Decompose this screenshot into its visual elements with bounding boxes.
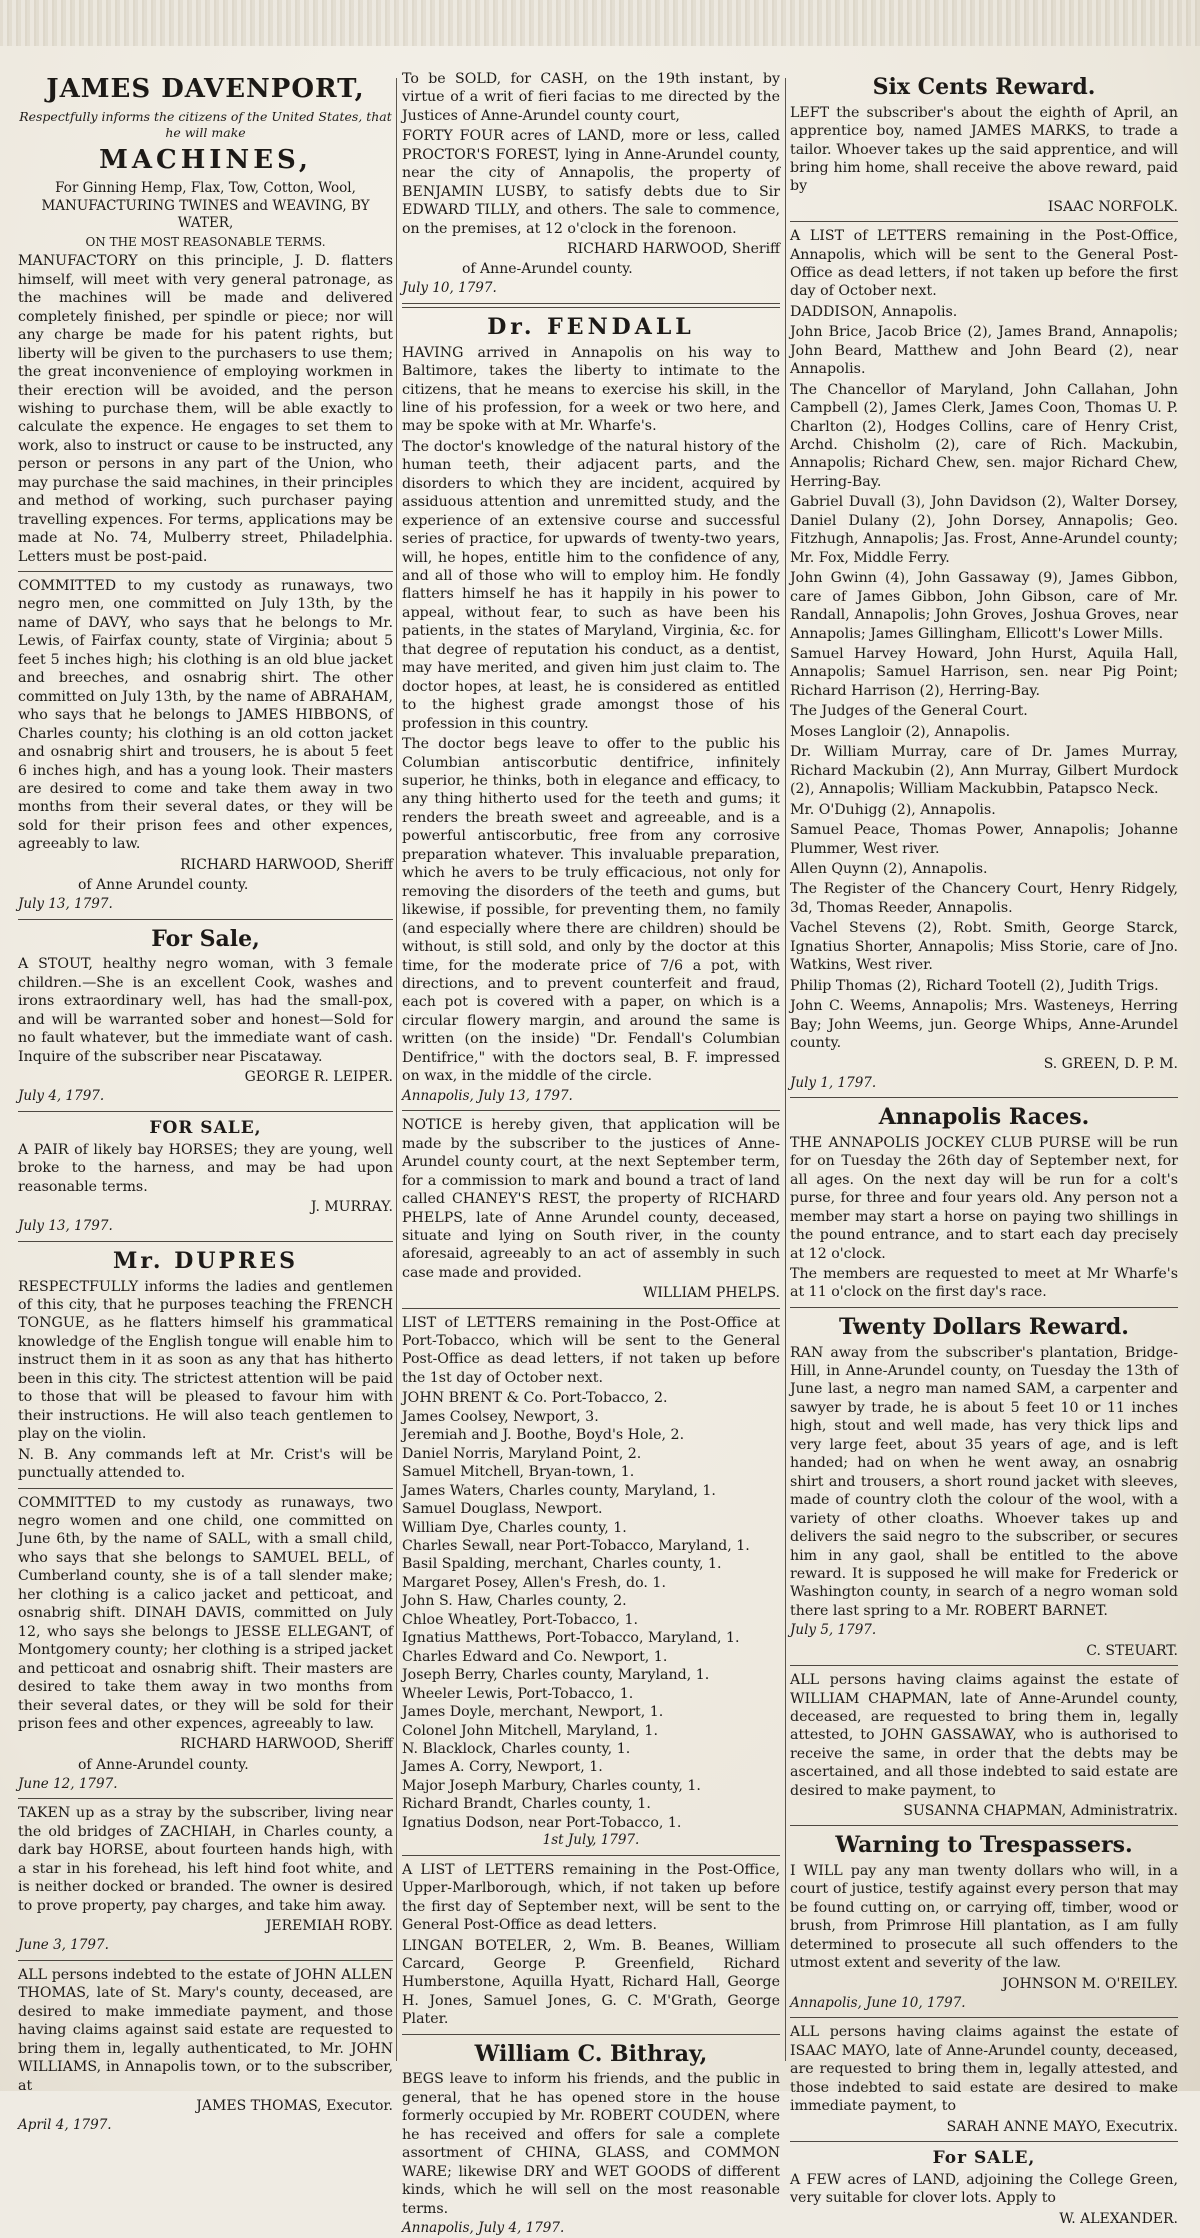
ad-for-sale-2 [18, 1117, 393, 1236]
ad-signature: RICHARD HARWOOD, Sheriff [180, 1736, 393, 1753]
ad-signature: C. STEUART. [1086, 1642, 1178, 1659]
ad-signature: WILLIAM PHELPS. [642, 1285, 780, 1302]
ad-date: July 1, 1797. [790, 1074, 877, 1091]
divider [18, 1798, 393, 1799]
letters-entry: John Gwinn (4), John Gassaway (9), James Gibbon, care of James Gibbon, John Gibson, care of Mr. Randall, Annapolis; John Groves, Joshua Groves, near Annapolis; James Gillingham, Ellicott's Lower Mills. [790, 570, 1178, 642]
list-item: N. Blacklock, Charles county, 1. [402, 1740, 631, 1757]
ad-title: FOR SALE, [149, 1117, 262, 1138]
ad-dupres [18, 1247, 393, 1483]
ad-date: July 13, 1797. [18, 896, 113, 913]
letters-entry: Dr. William Murray, care of Dr. James Murray, Richard Mackubin (2), Ann Murray, Gilbert Murdock (2), Annapolis; William Mackubbin, Patapsco Neck. [790, 744, 1178, 798]
ad-signature: GEORGE R. LEIPER. [244, 1069, 393, 1086]
ad-body: A STOUT, healthy negro woman, with 3 female children.—She is an excellent Cook, washes and irons extraordinary well, has had the small-pox, and will be warranted sober and honest—Sold for no fault whatever, but the immediate want of cash. Inquire of the subscriber near Piscataway. [18, 956, 393, 1065]
list-item: Charles Sewall, near Port-Tobacco, Maryland, 1. [402, 1537, 750, 1554]
ad-body: To be SOLD, for CASH, on the 19th instant, by virtue of a writ of fieri facias to me directed by the Justices of Anne-Arundel county court, [402, 71, 780, 124]
list-item: Chloe Wheatley, Port-Tobacco, 1. [402, 1611, 639, 1628]
ad-body: I WILL pay any man twenty dollars who will, in a court of justice, testify against every person that may be found cutting on, or carrying off, timber, wood or brush, from Primrose Hill plantation, as I am fully determined to prosecute all such offenders to the utmost extent and severity of the law. [790, 1863, 1178, 1972]
list-item: Samuel Mitchell, Bryan-town, 1. [402, 1464, 635, 1481]
ad-body: ALL persons indebted to the estate of JOHN ALLEN THOMAS, late of St. Mary's county, deceased, are desired to make immediate payment, and those having claims against said estate are requested to bring them in, legally authenticated, to Mr. JOHN WILLIAMS, in Annapolis town, or to the subscriber, at [18, 1966, 393, 2094]
ad-title: Six Cents Reward. [872, 74, 1096, 100]
list-item: James Doyle, merchant, Newport, 1. [402, 1704, 664, 1721]
letters-entry: John Brice, Jacob Brice (2), James Brand, Annapolis; John Beard, Matthew and John Beard (2), near Annapolis. [790, 324, 1178, 378]
ad-title: JAMES DAVENPORT, [46, 74, 365, 104]
ad-letters-port-tobacco [402, 1314, 780, 1850]
ad-letters-annapolis [790, 227, 1178, 1092]
ad-heading: MACHINES, [99, 145, 312, 176]
ad-annapolis-races [790, 1103, 1178, 1302]
list-item: John S. Haw, Charles county, 2. [402, 1593, 627, 1610]
letters-entry: John C. Weems, Annapolis; Mrs. Wasteneys, Herring Bay; John Weems, jun. George Whips, Anne-Arundel county. [790, 998, 1178, 1052]
letters-list [402, 1389, 780, 1832]
ad-date: 1st July, 1797. [542, 1832, 640, 1849]
ad-body: ALL persons having claims against the estate of ISAAC MAYO, late of Anne-Arundel county, deceased, are requested to bring them in, legally attested, and those indebted to said estate are desired to make immediate payment, to [790, 2024, 1178, 2115]
letters-entry: The Judges of the General Court. [790, 703, 1028, 720]
ad-body: COMMITTED to my custody as runaways, two negro men, one committed on July 13th, by the name of DAVY, who says that he belongs to Mr. Lewis, of Fairfax county, state of Virginia; about 5 feet 5 inches high; his clothing is an old blue jacket and breeches, and osnabrig shirt. The other committed on July 13th, by the name of ABRAHAM, who says that he belongs to JAMES HIBBONS, of Charles county; his clothing is an old cotton jacket and osnabrig shirt and trousers, he is about 5 feet 6 inches high, and has a young look. Their masters are desired to come and take them away in two months from their several dates, or they will be sold for their prison fees and other expences, agreeably to law. [18, 578, 393, 853]
list-item: JOHN BRENT & Co. Port-Tobacco, 2. [402, 1390, 668, 1407]
ad-date: June 12, 1797. [18, 1775, 118, 1792]
ad-body: ALL persons having claims against the estate of WILLIAM CHAPMAN, late of Anne-Arundel county, deceased, are requested to bring them in, legally attested, to JOHN GASSAWAY, who is authorised to receive the same, in order that the debts may be ascertained, and all those indebted to said estate are desired to make payment, to [790, 1672, 1178, 1799]
column-1 [18, 70, 393, 2134]
divider [790, 1825, 1178, 1826]
divider [402, 2034, 780, 2035]
ad-committed-2 [18, 1494, 393, 1794]
letters-entry: Allen Quynn (2), Annapolis. [790, 861, 988, 877]
ad-body: LIST of LETTERS remaining in the Post-Office at Port-Tobacco, which will be sent to the General Post-Office as dead letters, if not taken up before the 1st day of October next. [402, 1314, 780, 1386]
ad-signature: J. MURRAY. [310, 1199, 393, 1216]
ad-signature: SARAH ANNE MAYO, Executrix. [946, 2118, 1178, 2135]
divider [18, 1111, 393, 1112]
divider [18, 919, 393, 920]
ad-signature-line: of Anne Arundel county. [78, 877, 249, 894]
ad-signature: JAMES THOMAS, Executor. [196, 2098, 393, 2114]
column-rule [396, 78, 397, 2061]
divider [790, 1097, 1178, 1098]
letters-entry: Samuel Harvey Howard, John Hurst, Aquila Hall, Annapolis; Samuel Harrison, sen. near Pig Point; Richard Harrison (2), Herring-Bay. [790, 646, 1178, 699]
letters-entry: Mr. O'Duhigg (2), Annapolis. [790, 801, 996, 818]
divider [790, 2141, 1178, 2142]
list-item: James Coolsey, Newport, 3. [402, 1408, 599, 1425]
ad-title: Warning to Trespassers. [835, 1832, 1133, 1859]
ad-body: MANUFACTORY on this principle, J. D. flatters himself, will meet with very general patronage, as the machines will be made and delivered completely finished, per spindle or piece; nor will any charge be made for his patent rights, but liberty will be given to the purchasers to use them; the great inconvenience of employing workmen in their erection will be avoided, and the person wishing to purchase them, will be able exactly to calculate the expence. He engages to set them to work, also to instruct or cause to be instructed, any person or persons in any part of the Union, who may purchase the said machines, in their principles and method of working, such purchaser paying travelling expences. For terms, applications may be made at No. 74, Mulberry street, Philadelphia. Letters must be post-paid. [18, 253, 393, 565]
divider [402, 1308, 780, 1309]
ad-date: Annapolis, June 10, 1797. [790, 1994, 966, 2011]
ad-subtitle: Respectfully informs the citizens of the United States, that he will make [19, 108, 392, 141]
ad-title: Annapolis Races. [878, 1104, 1090, 1131]
ad-body: A LIST of LETTERS remaining in the Post-Office, Annapolis, which will be sent to the General Post-Office as dead letters, if not taken up before the first day of October next. [790, 228, 1178, 300]
torn-top-edge [0, 0, 1200, 46]
ad-date: July 13, 1797. [18, 1218, 113, 1235]
ad-fendall [402, 313, 780, 1105]
ad-signature: RICHARD HARWOOD, Sheriff [180, 856, 393, 873]
ad-body: COMMITTED to my custody as runaways, two negro women and one child, one committed on June 6th, by the name of SALL, with a small child, who says that she belongs to SAMUEL BELL, of Cumberland county, she is of a tall slender make; her clothing is a calico jacket and petticoat, and osnabrig shift. DINAH DAVIS, committed on July 12, who says she belongs to JESSE ELLEGANT, of Montgomery county; her clothing is a striped jacket and petticoat and osnabrig shift. Their masters are desired to take them away in two months from their several dates, or they will be sold for their prison fees and other expences, agreeably to law. [18, 1494, 393, 1732]
letters-entry: Gabriel Duvall (3), John Davidson (2), Walter Dorsey, Daniel Dulany (2), John Dorsey, Annapolis; Geo. Fitzhugh, Annapolis; Jas. Frost, Anne-Arundel county; Mr. Fox, Middle Ferry. [790, 494, 1178, 566]
ad-body: TAKEN up as a stray by the subscriber, living near the old bridges of ZACHIAH, in Charles county, a dark bay HORSE, about fourteen hands high, with a star in his forehead, his left hind foot white, and is neither docked or branded. The owner is desired to prove property, pay charges, and take him away. [18, 1805, 393, 1914]
letters-entry: Vachel Stevens (2), Robt. Smith, George Starck, Ignatius Shorter, Annapolis; Miss Storie, care of Jno. Watkins, West river. [790, 920, 1178, 974]
ad-davenport [18, 73, 393, 566]
ad-body: A LIST of LETTERS remaining in the Post-Office, Upper-Marlborough, which, if not taken up before the first day of September next, will be sent to the General Post-Office as dead letters. [402, 1861, 780, 1934]
column-rule [785, 78, 786, 2061]
ad-date: Annapolis, July 13, 1797. [402, 1087, 573, 1104]
list-item: Joseph Berry, Charles county, Maryland, 1. [402, 1667, 710, 1684]
ad-title: Mr. DUPRES [113, 1247, 298, 1274]
divider [402, 1110, 780, 1111]
letters-entry: DADDISON, Annapolis. [790, 303, 958, 320]
ad-body: The members are requested to meet at Mr Wharfe's at 11 o'clock on the first day's race. [790, 1266, 1178, 1301]
list-item: Jeremiah and J. Boothe, Boyd's Hole, 2. [402, 1427, 685, 1444]
ad-title: William C. Bithray, [474, 2040, 708, 2067]
ad-body: LEFT the subscriber's about the eighth of April, an apprentice boy, named JAMES MARKS, to trade a tailor. Whoever takes up the said apprentice, and will bring him home, shall receive the above reward, paid by [790, 104, 1178, 195]
letters-entry: The Chancellor of Maryland, John Callahan, John Campbell (2), James Clerk, James Coon, Thomas U. P. Charlton (2), Hodges Collins, care of Henry Crist, Archd. Chisholm (2), care of Rich. Mackubin, Annapolis; Richard Chew, sen. major Richard Chew, Herring-Bay. [790, 381, 1178, 490]
ad-committed-1 [18, 577, 393, 914]
divider [18, 571, 393, 572]
list-item: Colonel John Mitchell, Maryland, 1. [402, 1722, 658, 1739]
ad-six-cents-reward [790, 73, 1178, 216]
ad-date: July 10, 1797. [402, 280, 497, 297]
divider [18, 1488, 393, 1489]
list-item: Samuel Douglass, Newport. [402, 1501, 603, 1518]
ad-date: June 3, 1797. [18, 1937, 109, 1954]
ad-signature-line: of Anne-Arundel county. [78, 1756, 249, 1773]
list-item: Daniel Norris, Maryland Point, 2. [402, 1445, 642, 1462]
ad-body: HAVING arrived in Annapolis on his way to Baltimore, takes the liberty to intimate to the citizens, that he means to exercise his skill, in the line of his profession, for a week or two here, and may be spoke with at Mr. Wharfe's. [402, 344, 780, 435]
column-2 [402, 70, 780, 2237]
ad-title: Dr. FENDALL [487, 314, 695, 340]
ad-date: Annapolis, July 4, 1797. [402, 2220, 565, 2237]
letters-entry: Philip Thomas (2), Richard Tootell (2), Judith Trigs. [790, 977, 1159, 994]
divider [790, 1307, 1178, 1308]
letters-entry: Moses Langloir (2), Annapolis. [790, 723, 1011, 740]
ad-date: April 4, 1797. [18, 2117, 112, 2134]
ad-body: The doctor begs leave to offer to the public his Columbian antiscorbutic dentifrice, infinitely superior, he thinks, both in elegance and efficacy, to any thing hitherto used for the teeth and gums; it renders the breath sweet and agreeable, and is a powerful antiscorbutic, free from any corrosive preparation whatever. This invaluable preparation, which he avers to be truly efficacious, not only for removing the disorders of the teeth and gums, but likewise, if possible, for preventing them, no family (and especially where there are children) should be without, is still sold, and only by the doctor at this time, for the moderate price of 7/6 a pot, with directions, and to prevent counterfeit and fraud, each pot is covered with a paper, on which is a circular flowery margin, and around the same is written (on the inside) "Dr. Fendall's Columbian Dentifrice," with the doctors seal, B. F. impressed on wax, in the middle of the circle. [402, 736, 780, 1085]
ad-warning-trespassers [790, 1831, 1178, 2012]
ad-chapman-estate [790, 1671, 1178, 1820]
ad-date: July 4, 1797. [18, 1088, 105, 1105]
ad-body: THE ANNAPOLIS JOCKEY CLUB PURSE will be run for on Tuesday the 26th day of September next, for all ages. On the next day will be run for a colt's purse, for three and four years old. Any person not a member may start a horse on paying two shillings in the pound entrance, and to start each day precisely at 12 o'clock. [790, 1134, 1178, 1262]
ad-body: FORTY FOUR acres of LAND, more or less, called PROCTOR'S FOREST, lying in Anne-Arundel county, near the city of Annapolis, the property of BENJAMIN LUSBY, to satisfy debts due to Sir EDWARD TILLY, and others. The sale to commence, on the premises, at 12 o'clock in the forenoon. [402, 128, 780, 237]
list-item: Major Joseph Marbury, Charles county, 1. [402, 1777, 701, 1794]
list-item: Wheeler Lewis, Port-Tobacco, 1. [402, 1685, 634, 1702]
ad-notice [402, 1116, 780, 1302]
ad-subtitle: For Ginning Hemp, Flax, Tow, Cotton, Wool, MANUFACTURING TWINES and WEAVING, BY WATER, [41, 180, 370, 232]
divider [790, 1665, 1178, 1666]
list-item: James A. Corry, Newport, 1. [402, 1759, 603, 1776]
divider [18, 1960, 393, 1961]
letters-entry: Samuel Peace, Thomas Power, Annapolis; Johanne Plummer, West river. [790, 822, 1178, 857]
list-item: Basil Spalding, merchant, Charles county, 1. [402, 1556, 722, 1573]
divider [18, 1241, 393, 1242]
ad-sheriff-sale [402, 70, 780, 298]
ad-title: For SALE, [932, 2147, 1036, 2168]
ad-for-sale-land [790, 2147, 1178, 2228]
ad-signature: JEREMIAH ROBY. [265, 1918, 393, 1935]
ad-for-sale-1 [18, 925, 393, 1106]
list-item: Ignatius Matthews, Port-Tobacco, Maryland, 1. [402, 1630, 740, 1647]
ad-signature: JOHNSON M. O'REILEY. [1002, 1975, 1178, 1992]
divider [790, 2017, 1178, 2018]
ad-taken-up [18, 1804, 393, 1954]
list-item: Ignatius Dodson, near Port-Tobacco, 1. [402, 1814, 682, 1831]
ad-title: Twenty Dollars Reward. [839, 1313, 1129, 1340]
ad-signature-line: of Anne-Arundel county. [462, 261, 633, 278]
ad-signature: SUSANNA CHAPMAN, Administratrix. [903, 1803, 1178, 1820]
list-item: Richard Brandt, Charles county, 1. [402, 1796, 651, 1813]
column-3 [790, 70, 1178, 2227]
ad-signature: W. ALEXANDER. [1059, 2210, 1178, 2227]
list-item: Margaret Posey, Allen's Fresh, do. 1. [402, 1574, 666, 1591]
divider [790, 221, 1178, 222]
ad-body: A FEW acres of LAND, adjoining the College Green, very suitable for clover lots. Apply to [790, 2172, 1178, 2207]
ad-title: For Sale, [151, 925, 260, 952]
ad-bithray [402, 2040, 780, 2238]
ad-body: LINGAN BOTELER, 2, Wm. B. Beanes, William Carcard, George P. Greenfield, Richard Humberstone, Aquilla Hyatt, Richard Hall, George H. Jones, Samuel Jones, G. C. M'Grath, George Plater. [402, 1937, 780, 2028]
ad-body: A PAIR of likely bay HORSES; they are young, well broke to the harness, and may be had upon reasonable terms. [18, 1141, 393, 1195]
list-item: William Dye, Charles county, 1. [402, 1519, 627, 1536]
ad-body: RESPECTFULLY informs the ladies and gentlemen of this city, that he purposes teaching the FRENCH TONGUE, as he flatters himself his grammatical knowledge of the English tongue will enable him to instruct them in it as soon as any that has hitherto been in this city. The strictest attention will be paid to those that will be pleased to favour him with their instructions. He will also teach gentlemen to play on the violin. [18, 1278, 393, 1443]
divider [402, 303, 780, 308]
ad-signature: S. GREEN, D. P. M. [1043, 1055, 1178, 1072]
ad-body: NOTICE is hereby given, that application will be made by the subscriber to the justices of Anne-Arundel county court, at the next September term, for a commission to mark and bound a tract of land called CHANEY'S REST, the property of RICHARD PHELPS, late of Anne Arundel county, deceased, situate and lying on South river, in the county aforesaid, agreeably to an act of assembly in such case made and provided. [402, 1117, 780, 1281]
ad-thomas-estate [18, 1966, 393, 2135]
ad-letters-upper-marlborough [402, 1861, 780, 2029]
ad-body: BEGS leave to inform his friends, and the public in general, that he has opened store in the house formerly occupied by Mr. ROBERT COUDEN, where he has received and offers for sale a complete assortment of CHINA, GLASS, and COMMON WARE; likewise DRY and WET GOODS of different kinds, which he will sell on the most reasonable terms. [402, 2071, 780, 2217]
ad-mayo-estate [790, 2023, 1178, 2135]
ad-signature: ISAAC NORFOLK. [1047, 198, 1178, 215]
list-item: James Waters, Charles county, Maryland, 1. [402, 1482, 716, 1499]
ad-note: N. B. Any commands left at Mr. Crist's will be punctually attended to. [18, 1446, 393, 1482]
ad-body: The doctor's knowledge of the natural history of the human teeth, their adjacent parts, and the disorders to which they are incident, acquired by assiduous attention and unremitted study, and the experience of an extensive course and successful series of practice, for upwards of twenty-two years, will, he hopes, entitle him to the confidence of any, and all of those who will to employ him. He fondly flatters himself he has it happily in his power to appeal, without fear, to such as have been his patients, in the states of Maryland, Virginia, &c. for that degree of reputation his conduct, as a dentist, may have merited, and given him just claim to. The doctor hopes, at least, he is considered as entitled to the highest grade amongst those of his profession in this country. [402, 438, 780, 732]
letters-entry: The Register of the Chancery Court, Henry Ridgely, 3d, Thomas Reeder, Annapolis. [790, 881, 1178, 916]
ad-date: July 5, 1797. [790, 1622, 877, 1639]
ad-body: RAN away from the subscriber's plantation, Bridge-Hill, in Anne-Arundel county, on Tuesday the 13th of June last, a negro man named SAM, a carpenter and sawyer by trade, he is about 5 feet 10 or 11 inches high, stout and well made, has very thick lips and very large feet, about 35 years of age, and is left handed; had on when he went away, an osnabrig shirt and trousers, a short round jacket with sleeves, made of country cloth the colour of the wool, with a variety of other cloaths. Whoever takes up and delivers the said negro to the subscriber, or secures him in any gaol, shall be entitled to the above reward. It is supposed he will make for Frederick or Washington county, in search of a negro woman sold there last spring to a Mr. ROBERT BARNET. [790, 1344, 1178, 1619]
ad-subtitle: ON THE MOST REASONABLE TERMS. [85, 234, 326, 249]
ad-signature: RICHARD HARWOOD, Sheriff [567, 241, 780, 258]
ad-twenty-dollars-reward [790, 1313, 1178, 1660]
list-item: Charles Edward and Co. Newport, 1. [402, 1648, 668, 1665]
divider [402, 1855, 780, 1856]
